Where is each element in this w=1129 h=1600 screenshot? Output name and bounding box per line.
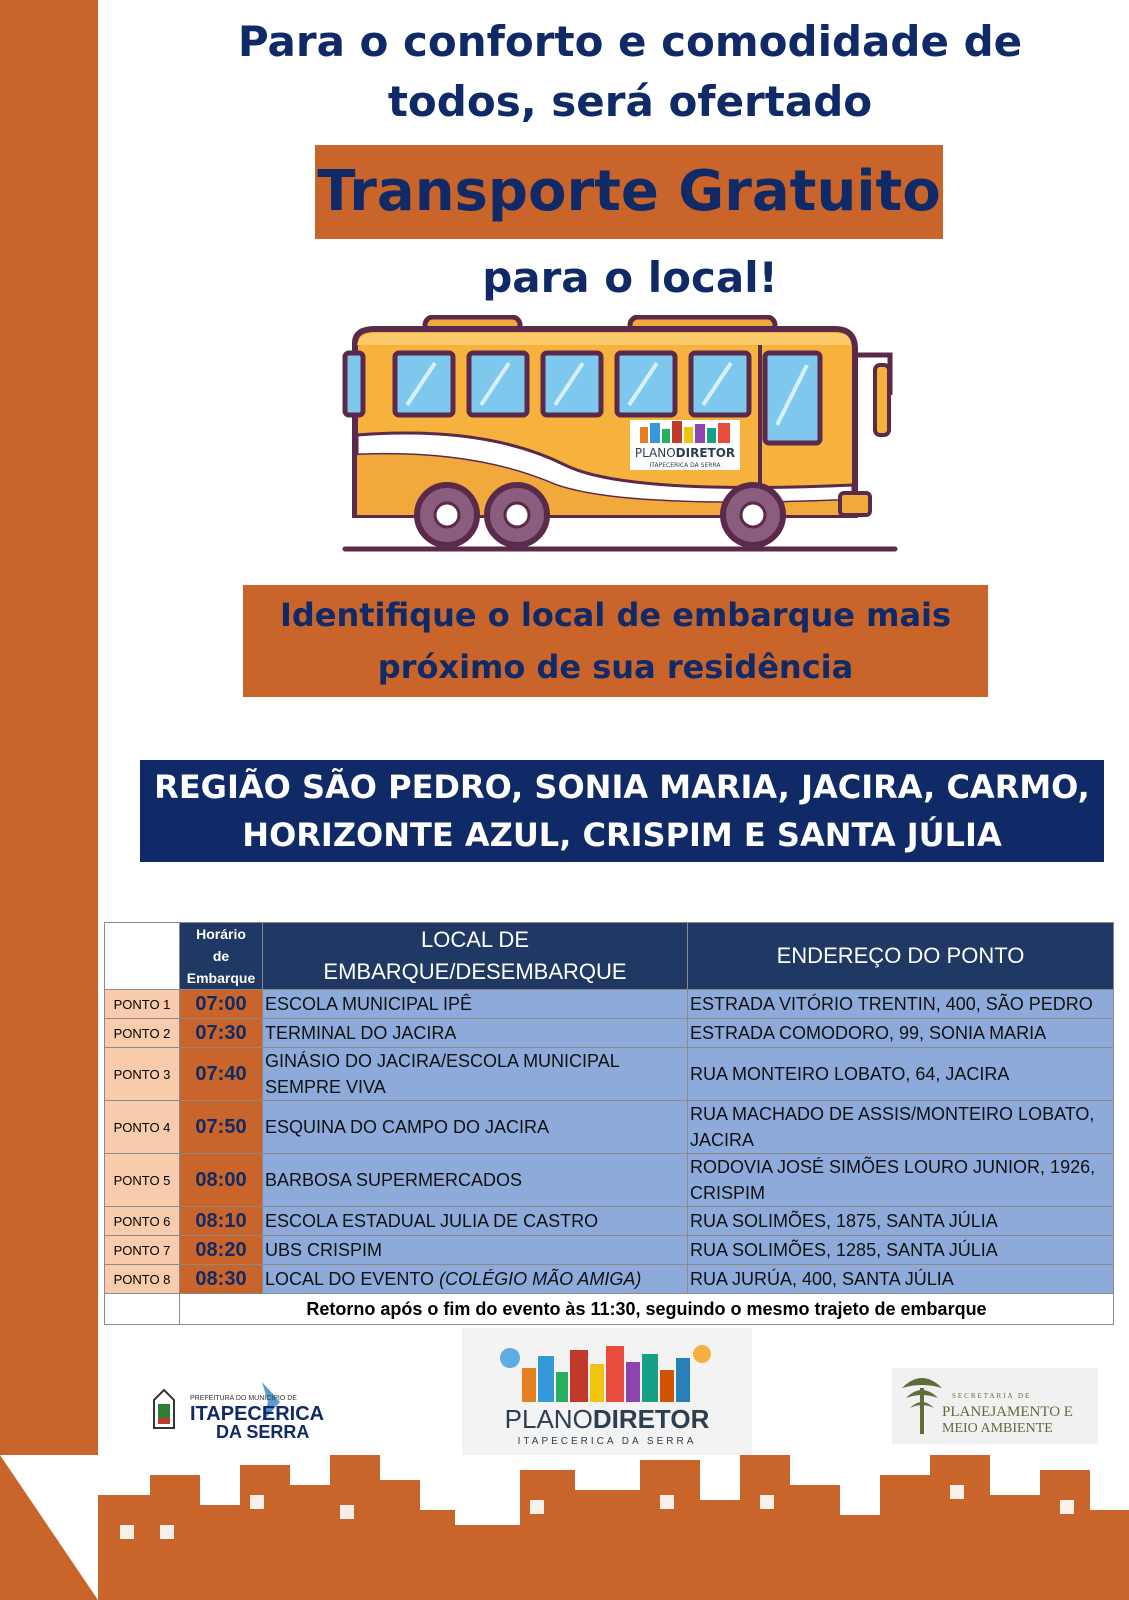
- boarding-location: LOCAL DO EVENTO (COLÉGIO MÃO AMIGA): [263, 1265, 688, 1294]
- region-banner: [140, 760, 1104, 862]
- boarding-time: 08:10: [180, 1207, 263, 1236]
- table-row: [105, 1207, 1114, 1236]
- bus-logo-subtitle: ITAPECERICA DA SERRA: [649, 462, 721, 469]
- table-row: [105, 1265, 1114, 1294]
- sec-small-text: SECRETARIA DE: [952, 1392, 1032, 1400]
- plano-diretor-logo: [462, 1328, 752, 1458]
- stop-address: RUA JURÚA, 400, SANTA JÚLIA: [688, 1265, 1114, 1294]
- boarding-location: UBS CRISPIM: [263, 1236, 688, 1265]
- itape-small-text: PREFEITURA DO MUNICÍPIO DE: [190, 1395, 297, 1402]
- header-time: Horário de Embarque: [180, 923, 263, 990]
- stop-address: RUA MACHADO DE ASSIS/MONTEIRO LOBATO, JACIRA: [688, 1101, 1114, 1154]
- sec-title-1: PLANEJAMENTO E: [942, 1404, 1073, 1420]
- region-line-1: REGIÃO SÃO PEDRO, SONIA MARIA, JACIRA, CARMO,: [154, 768, 1090, 806]
- table-row: [105, 990, 1114, 1019]
- left-decorative-bar: [0, 0, 98, 1600]
- table-row: [105, 1154, 1114, 1207]
- transport-highlight: Transporte Gratuito: [315, 145, 943, 239]
- plano-subtitle: ITAPECERICA DA SERRA: [517, 1436, 697, 1447]
- headline-line-3: para o local!: [482, 253, 778, 302]
- boarding-location: ESCOLA MUNICIPAL IPÊ: [263, 990, 688, 1019]
- bus-logo-title: PLANODIRETOR: [634, 446, 736, 460]
- table-row: [105, 1236, 1114, 1265]
- itape-serra: DA SERRA: [216, 1422, 310, 1442]
- point-label: PONTO 3: [105, 1048, 180, 1101]
- plano-title: PLANODIRETOR: [504, 1404, 710, 1434]
- boarding-location: ESQUINA DO CAMPO DO JACIRA: [263, 1101, 688, 1154]
- table-footer-row: [105, 1294, 1114, 1325]
- boarding-time: 07:40: [180, 1048, 263, 1101]
- boarding-location: TERMINAL DO JACIRA: [263, 1019, 688, 1048]
- boarding-time: 07:50: [180, 1101, 263, 1154]
- boarding-location: ESCOLA ESTADUAL JULIA DE CASTRO: [263, 1207, 688, 1236]
- itape-name: ITAPECERICA: [190, 1403, 325, 1425]
- table-row: [105, 1019, 1114, 1048]
- stop-address: RODOVIA JOSÉ SIMÕES LOURO JUNIOR, 1926, CRISPIM: [688, 1154, 1114, 1207]
- identify-line-2: próximo de sua residência: [377, 648, 854, 686]
- headline-line-2: todos, será ofertado: [387, 77, 873, 126]
- boarding-time: 07:00: [180, 990, 263, 1019]
- city-skyline-decoration: [0, 1455, 1129, 1600]
- stop-address: RUA SOLIMÕES, 1875, SANTA JÚLIA: [688, 1207, 1114, 1236]
- point-label: PONTO 5: [105, 1154, 180, 1207]
- point-label: PONTO 2: [105, 1019, 180, 1048]
- point-label: PONTO 8: [105, 1265, 180, 1294]
- stop-address: ESTRADA COMODORO, 99, SONIA MARIA: [688, 1019, 1114, 1048]
- bus-illustration: [335, 315, 915, 565]
- secretaria-planejamento-logo: [892, 1368, 1098, 1444]
- stop-address: RUA SOLIMÕES, 1285, SANTA JÚLIA: [688, 1236, 1114, 1265]
- table-row: [105, 1048, 1114, 1101]
- boarding-schedule-table: [104, 922, 1114, 1325]
- identify-banner: [243, 585, 988, 697]
- point-label: PONTO 7: [105, 1236, 180, 1265]
- boarding-time: 08:20: [180, 1236, 263, 1265]
- boarding-time: 08:00: [180, 1154, 263, 1207]
- point-label: PONTO 1: [105, 990, 180, 1019]
- stop-address: RUA MONTEIRO LOBATO, 64, JACIRA: [688, 1048, 1114, 1101]
- boarding-location: GINÁSIO DO JACIRA/ESCOLA MUNICIPAL SEMPRE VIVA: [263, 1048, 688, 1101]
- stop-address: ESTRADA VITÓRIO TRENTIN, 400, SÃO PEDRO: [688, 990, 1114, 1019]
- point-label: PONTO 4: [105, 1101, 180, 1154]
- boarding-location: BARBOSA SUPERMERCADOS: [263, 1154, 688, 1207]
- header-address: ENDEREÇO DO PONTO: [688, 923, 1114, 990]
- boarding-time: 08:30: [180, 1265, 263, 1294]
- table-row: [105, 1101, 1114, 1154]
- boarding-time: 07:30: [180, 1019, 263, 1048]
- header-blank-cell: [105, 923, 180, 990]
- identify-line-1: Identifique o local de embarque mais: [279, 596, 952, 634]
- header-local: LOCAL DE EMBARQUE/DESEMBARQUE: [263, 923, 688, 990]
- headline-top: [200, 12, 1060, 132]
- point-label: PONTO 6: [105, 1207, 180, 1236]
- sec-title-2: MEIO AMBIENTE: [942, 1421, 1053, 1436]
- headline-line-1: Para o conforto e comodidade de: [237, 17, 1023, 66]
- itapecerica-prefeitura-logo: [150, 1380, 340, 1442]
- boarding-location-note: (COLÉGIO MÃO AMIGA): [439, 1269, 642, 1289]
- region-line-2: HORIZONTE AZUL, CRISPIM E SANTA JÚLIA: [242, 816, 1002, 854]
- table-header-row: [105, 923, 1114, 990]
- return-note: Retorno após o fim do evento às 11:30, seguindo o mesmo trajeto de embarque: [180, 1294, 1114, 1325]
